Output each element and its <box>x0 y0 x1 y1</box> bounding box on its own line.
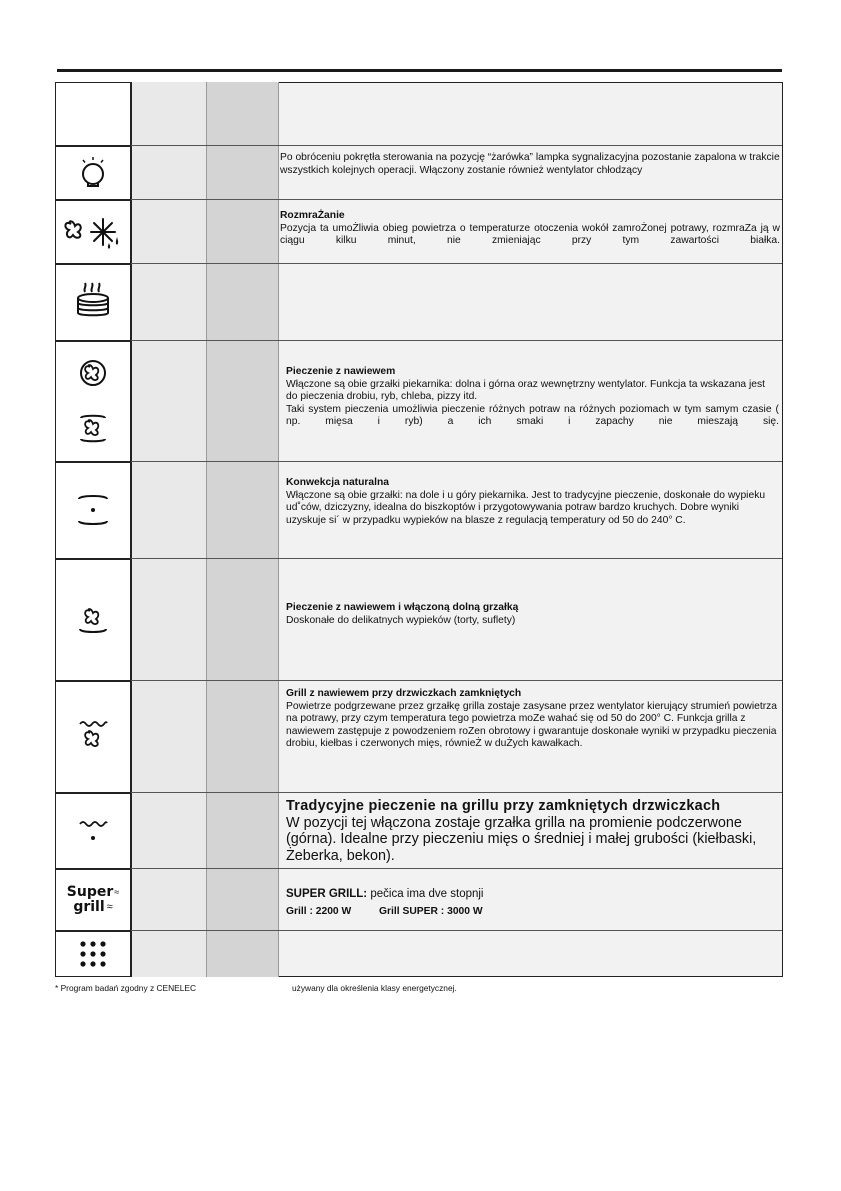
super-grill-description <box>286 887 779 919</box>
row-divider <box>56 263 782 264</box>
conventional-text: Włączone są obie grzałki: na dole i u góry piekarnika. Jest to tradycyjne pieczenie, doskonałe do wypieku ud˚ców, dziczyzny, idealna do biszkoptów i przygotowywania potraw bardzo kruchych. Dobre wyniki uzyskuje si´ w przypadku wypieków na blasze z regulacją temperatury od 50 do 240° C. <box>286 489 766 526</box>
fan-circle-icon <box>78 358 108 388</box>
lamp-text: Po obróceniu pokrętła sterowania na pozycję “żarówka” lampka sygnalizacyjna pozostanie zapalona w trakcie wszystkich kolejnych operacji. Włączony zostanie również wentylator chłodzący <box>280 152 780 176</box>
fan-baking-title: Pieczenie z nawiewem <box>286 366 396 377</box>
grill-power-normal: Grill : 2200 W <box>286 906 352 917</box>
defrost-description <box>280 210 780 248</box>
row-divider <box>56 558 782 559</box>
fan-baking-description <box>286 366 779 429</box>
fan-bottom-text: Doskonałe do delikatnych wypieków (torty, suflety) <box>286 614 516 626</box>
super-grill-icon-text-1: Super <box>66 883 114 900</box>
grill-text: W pozycji tej włączona zostaje grzałka grilla na promienie podczerwone (górna). Idealne przy pieczeniu mięs o średniej i małej grubości (kiełbaski, Żeberka, bekon). <box>286 814 757 864</box>
row-divider <box>56 340 782 341</box>
lamp-icon <box>56 146 130 199</box>
column-divider <box>130 82 132 977</box>
table-column-2 <box>131 82 206 977</box>
fan-baking-icons <box>56 341 130 461</box>
fan-grill-description <box>286 688 779 751</box>
row-divider <box>56 680 782 681</box>
fan-bottom-title: Pieczenie z nawiewem i włączoną dolną grzałką <box>286 602 519 613</box>
fan-baking-text-1: Włączone są obie grzałki piekarnika: dolna i górna oraz wewnętrzny wentylator. Funkcja ta wskazana jest do pieczenia drobiu, ryb, chleba, pizzy itd. <box>286 378 766 403</box>
conventional-title: Konwekcja naturalna <box>286 477 389 488</box>
conventional-description <box>286 477 779 527</box>
plates-warming-icon <box>56 264 130 340</box>
row-divider <box>56 930 782 931</box>
row-divider <box>56 461 782 462</box>
super-grill-icon: Super ≈ grill ≈ <box>66 883 120 915</box>
row-divider <box>56 145 782 146</box>
fan-bottom-heat-icon <box>56 559 130 680</box>
defrost-text: Pozycja ta umoŻliwia obieg powietrza o temperaturze otoczenia wokół zamroŻonej potrawy, rozmraZa ją w ciągu kilku minut, nie zmieniając przy tym zawartości białka. <box>280 222 780 247</box>
fan-top-bottom-icon <box>77 412 109 444</box>
footer-note-right: używany dla określenia klasy energetycznej. <box>292 983 457 993</box>
fan-grill-title: Grill z nawiewem przy drzwiczkach zamkniętych <box>286 688 522 699</box>
grill-title: Tradycyjne pieczenie na grillu przy zamkniętych drzwiczkach <box>286 798 721 814</box>
table-column-3 <box>206 82 279 977</box>
fan-grill-text: Powietrze podgrzewane przez grzałkę grilla zostaje zasysane przez wentylator kierujący strumień powietrza na potrawy, przy czym temperatura tego powietrza moZe wahać się od 50 do 200° C. Funkcja grilla z nawiewem zastępuje z powodzeniem roZen obrotowy i gwarantuje doskonałe wyniki w przypadku pieczenia drobiu, kiełbas i czerwonych mięs, równieŻ w duŻych kawałkach. <box>286 700 778 750</box>
top-rule <box>57 69 782 72</box>
defrost-title: RozmraŻanie <box>280 210 345 221</box>
grill-description <box>286 798 779 864</box>
row-divider <box>56 199 782 200</box>
fan-grill-icon <box>56 681 130 792</box>
super-grill-icon-text-2: grill <box>73 898 105 915</box>
grill-icon <box>56 793 130 868</box>
lamp-description <box>280 152 780 177</box>
grill-power-super: Grill SUPER : 3000 W <box>379 906 483 917</box>
super-grill-title-rest: pečica ima dve stopnji <box>370 888 484 900</box>
fan-baking-text-2: Taki system pieczenia umożliwia pieczenie różnych potraw na różnych poziomach w tym samym czasie ( np. mięsa i ryb) a ich smaki i zapachy nie mieszają się. <box>286 403 779 428</box>
dots-keypad-icon <box>56 931 130 976</box>
super-grill-title: SUPER GRILL: <box>286 888 368 900</box>
footer-note-left: * Program badań zgodny z CENELEC <box>55 983 197 993</box>
row-divider <box>56 792 782 793</box>
row-divider <box>56 868 782 869</box>
conventional-icon <box>56 462 130 558</box>
fan-bottom-description <box>286 602 779 627</box>
defrost-icon <box>56 200 130 263</box>
